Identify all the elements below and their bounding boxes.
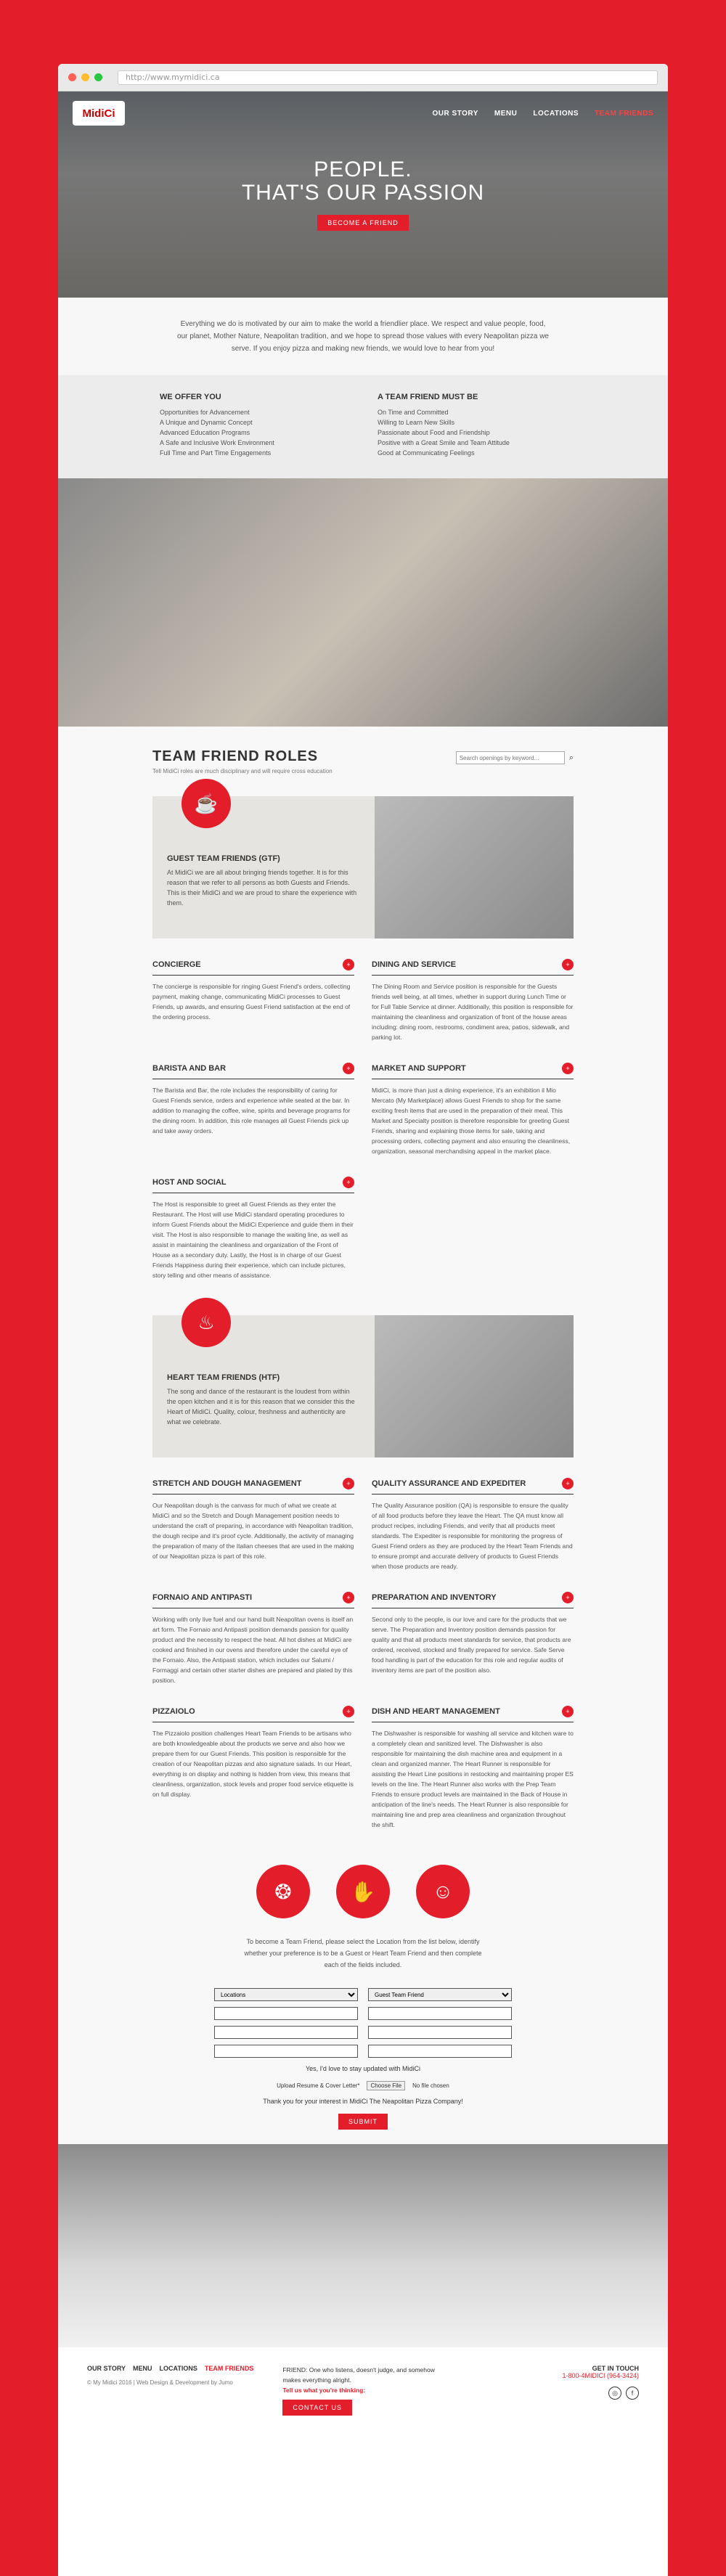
role-title: DISH AND HEART MANAGEMENT xyxy=(372,1707,500,1716)
footer-link-menu[interactable]: MENU xyxy=(133,2365,152,2372)
team-photo xyxy=(58,2144,668,2347)
htf-text: The song and dance of the restaurant is the loudest from within the open kitchen and it is for this reason that we consider this the Heart of MidiCi. Quality, colour, freshness and authenticity are what we celebrate. xyxy=(167,1388,355,1426)
city-field[interactable] xyxy=(368,2045,512,2058)
browser-window xyxy=(58,64,668,2576)
roles-title: TEAM FRIEND ROLES xyxy=(152,748,319,764)
gtf-text: At MidiCi we are all about bringing friends together. It is for this reason that we refer to all persons as both Guests and Friends. This is their MidiCi and we are proud to share the experience with them. xyxy=(167,869,357,907)
role-item xyxy=(372,1055,574,1169)
role-title: PREPARATION AND INVENTORY xyxy=(372,1593,497,1602)
top-nav xyxy=(58,91,668,135)
chef-hat-icon: ♨ xyxy=(182,1298,231,1347)
plus-icon[interactable]: + xyxy=(343,1592,354,1603)
nav-links xyxy=(432,110,653,118)
value-icons xyxy=(152,1865,574,1918)
list-item: On Time and Committed xyxy=(378,409,449,416)
copyright: © My Midici 2016 | Web Design & Development by Jumo xyxy=(87,2379,233,2386)
footer-link-locations[interactable]: LOCATIONS xyxy=(159,2365,197,2372)
email-field[interactable] xyxy=(214,2026,358,2039)
hero-line-2: THAT'S OUR PASSION xyxy=(241,181,485,205)
role-item xyxy=(372,1585,574,1698)
role-title: STRETCH AND DOUGH MANAGEMENT xyxy=(152,1479,302,1488)
contact-us-button[interactable]: CONTACT US xyxy=(282,2400,352,2416)
plus-icon[interactable]: + xyxy=(562,1706,574,1717)
role-item xyxy=(152,1471,354,1585)
maximize-dot-icon[interactable] xyxy=(94,73,102,81)
role-text: The Barista and Bar, the role includes the responsibility of caring for Guest Friends service, orders and experience while seated at the bar. In addition to managing the coffee, wine, spirits and beverage programs for the dining room. In addition, this role manages all Guest Friends pick up and take away orders. xyxy=(152,1087,351,1134)
footer-link-team-friends[interactable]: TEAM FRIENDS xyxy=(204,2365,254,2372)
roles-subtitle: Tell MidiCi roles are much disciplinary and will require cross education xyxy=(152,768,333,774)
thanks-text: Thank you for your interest in MidiCi The Neapolitan Pizza Company! xyxy=(263,2098,463,2105)
tell-us-text: Tell us what you're thinking: xyxy=(282,2387,366,2394)
heart-roles-grid xyxy=(152,1471,574,1843)
gtf-photo xyxy=(375,796,574,939)
file-status: No file chosen xyxy=(412,2082,449,2089)
plus-icon[interactable]: + xyxy=(343,1478,354,1489)
list-item: Advanced Education Programs xyxy=(160,429,250,436)
role-title: DINING AND SERVICE xyxy=(372,960,457,969)
footer-link-our-story[interactable]: OUR STORY xyxy=(87,2365,126,2372)
minimize-dot-icon[interactable] xyxy=(81,73,89,81)
list-item: Opportunities for Advancement xyxy=(160,409,250,416)
location-select[interactable] xyxy=(214,1988,358,2001)
role-text: Second only to the people, is our love and care for the products that we serve. The Preparation and Inventory position demands passion for quality and that all products meet standards for service, that products are ordered, received, stocked and finally prepared for service. Safe Serve food handling is part of the education for this role and regular audits of inventory items are part of the position also. xyxy=(372,1616,571,1674)
list-item: Full Time and Part Time Engagements xyxy=(160,449,272,457)
role-text: The Dining Room and Service position is responsible for the Guests friends well being, at all times, whether in support during Lunch Time or for Full Table Service at dinner. Additionally, this position is responsible for maintaining the cleanliness and organization of front of the house areas including: dining room, restrooms, condiment area, patios, sidewalk, and parking lot. xyxy=(372,983,574,1041)
search-icon[interactable]: ⌕ xyxy=(568,753,574,762)
role-item xyxy=(152,1585,354,1698)
role-item xyxy=(152,1169,354,1293)
become-friend-button[interactable]: BECOME A FRIEND xyxy=(317,215,409,231)
htf-title: HEART TEAM FRIENDS (HTF) xyxy=(167,1373,280,1382)
role-title: CONCIERGE xyxy=(152,960,201,969)
tongue-icon: ☺ xyxy=(416,1865,470,1918)
roles-section xyxy=(58,727,668,2144)
address-field[interactable] xyxy=(214,2045,358,2058)
footer-left xyxy=(87,2365,253,2424)
list-item: Passionate about Food and Friendship xyxy=(378,429,490,436)
friend-definition: FRIEND: One who listens, doesn't judge, and somehow makes everything alright. xyxy=(282,2366,435,2384)
list-item: Positive with a Great Smile and Team Attitude xyxy=(378,439,510,446)
list-item: Good at Communicating Feelings xyxy=(378,449,475,457)
apply-text: To become a Team Friend, please select the Location from the list below, identify whether your preference is to be a Guest or Heart Team Friend and then complete each of the fields included. xyxy=(244,1938,482,1968)
role-text: The Quality Assurance position (QA) is responsible to ensure the quality of all food products before they leave the Heart. The QA must know all product recipes, including Friends, and verify that all products meet standards. The Expediter is responsible for monitoring the progress of Guest Friend orders as they are produced by the Heart Team Friends and to ensure prompt and accurate delivery of products to Guest Friends when those products are ready. xyxy=(372,1502,573,1570)
gtf-title: GUEST TEAM FRIENDS (GTF) xyxy=(167,854,280,863)
role-item xyxy=(372,1698,574,1843)
nav-locations[interactable]: LOCATIONS xyxy=(533,109,579,118)
must-title: A TEAM FRIEND MUST BE xyxy=(378,393,478,401)
page xyxy=(58,91,668,2442)
role-item xyxy=(152,1698,354,1843)
footer xyxy=(58,2347,668,2442)
address-bar[interactable]: http://www.mymidici.ca xyxy=(118,70,658,85)
submit-wrap xyxy=(152,2114,574,2130)
footer-right xyxy=(562,2365,639,2424)
updates-opt-in[interactable]: Yes, I'd love to stay updated with MidiCi xyxy=(306,2065,420,2072)
footer-links xyxy=(87,2365,253,2372)
hero-title xyxy=(242,158,484,205)
nav-team-friends[interactable]: TEAM FRIENDS xyxy=(595,109,653,118)
list-item: Willing to Learn New Skills xyxy=(378,419,455,426)
role-item xyxy=(152,1055,354,1169)
plus-icon[interactable]: + xyxy=(562,1063,574,1074)
role-title: HOST AND SOCIAL xyxy=(152,1178,227,1187)
footer-mid xyxy=(282,2365,442,2424)
role-item xyxy=(372,1471,574,1585)
plus-icon[interactable]: + xyxy=(343,1706,354,1717)
role-text: The Pizzaiolo position challenges Heart Team Friends to be artisans who are both knowledgeable about the products we serve and also how we prepare them for our Guest Friends. This position is responsible for the creation of our Neapolitan pizzas and also signature salads. In our Heart, everything is on display and nothing is hidden from view, this means that cleanliness, organization, stock levels and proper food service etiquette is on full display. xyxy=(152,1730,354,1798)
handshake-icon: ✋ xyxy=(336,1865,390,1918)
pizza-photo xyxy=(58,478,668,727)
instagram-icon[interactable]: ◎ xyxy=(608,2387,621,2400)
role-title: BARISTA AND BAR xyxy=(152,1064,227,1073)
must-column xyxy=(378,393,566,478)
plus-icon[interactable]: + xyxy=(343,1177,354,1188)
role-text: Our Neapolitan dough is the canvass for much of what we create at MidiCi and so the Stretch and Dough Management position needs to understand the craft of preparing, in accordance with Neapolitan tradition, the dough recipe and it's proof cycle. Additionally, the activity of managing the preparation of many of the Italian cheeses that are used in the making of our Neapolitan pizza is part of this role. xyxy=(152,1502,354,1560)
social-icons xyxy=(562,2387,639,2400)
role-search xyxy=(456,751,574,764)
htf-photo xyxy=(375,1315,574,1457)
htf-card xyxy=(152,1311,375,1457)
list-item: A Unique and Dynamic Concept xyxy=(160,419,253,426)
offer-column xyxy=(160,393,348,478)
role-text: Working with only live fuel and our hand built Neapolitan ovens is itself an art form. The Fornaio and Antipasti position demands passion for quality product and the necessity to respect the heat. All hot dishes at MidiCi are cooked and finished in our ovens and therefore under the careful eye of the Fornaio. Also, the Antipasti station, which includes our Salumi / Formaggi and certain other starter dishes are prepared and plated by this position. xyxy=(152,1616,354,1684)
waiter-icon: ☕ xyxy=(182,779,231,828)
offer-section xyxy=(58,375,668,478)
choose-file-button[interactable]: Choose File xyxy=(367,2081,405,2090)
nav-our-story[interactable]: OUR STORY xyxy=(432,109,478,118)
upload-label: Upload Resume & Cover Letter* xyxy=(277,2082,360,2089)
close-dot-icon[interactable] xyxy=(68,73,76,81)
first-name-field[interactable] xyxy=(214,2007,358,2020)
htf-feature xyxy=(152,1311,574,1457)
phone-field[interactable] xyxy=(368,2026,512,2039)
intro-text: Everything we do is motivated by our aim to make the world a friendlier place. We respect and value people, food, our planet, Mother Nature, Neapolitan tradition, and we hope to spread those values with every Neapolitan pizza we serve. If you enjoy pizza and making new friends, we would love to hear from you! xyxy=(58,298,668,375)
role-text: The concierge is responsible for ringing Guest Friend's orders, collecting payment, making change, communicating MidiCi processes to Guest Friends, up awards, and ensuring Guest Friend satisfaction at the end of the ordering process. xyxy=(152,983,351,1021)
role-item xyxy=(152,952,354,1055)
facebook-icon[interactable]: f xyxy=(626,2387,639,2400)
nav-menu[interactable]: MENU xyxy=(494,109,518,118)
role-text: MidiCi, is more than just a dining experience, it's an exhibition il Mio Mercato (My Marketplace) allows Guest Friends to shop for the same exciting fresh items that are used in the preparation of their meal. This Market and Specialty position is therefore responsible for greeting Guest Friends, sharing and explaining those items for sale, taking and processing orders, collecting payment and also ensuring the cleanliness, organization, seasonal merchandising appeal in the market place. xyxy=(372,1087,571,1155)
plus-icon[interactable]: + xyxy=(343,959,354,970)
role-text: The Host is responsible to greet all Guest Friends as they enter the Restaurant. The Host will use MidiCi standard operating procedures to inform Guest Friends about the MidiCi Experience and guide them in their visit. The Host is also responsible to manage the waiting line, as well as assist in maintaining the cleanliness and organization of the Front of House as a secondary duty. Lastly, the Host is in charge of our Guest Friends Happiness during their experience, which can include pictures, story telling and other means of assistance. xyxy=(152,1201,354,1279)
role-text: The Dishwasher is responsible for washing all service and kitchen ware to a completely clean and sanitized level. The Dishwasher is also responsible for maintaining the dish machine area and equipment in a clean and organized manner. The Heart Runner is responsible for assisting the Heart Line positions in restocking and maintaining proper ES levels on the line. The Heart Runner also works with the Prep Team Friends to ensure product levels are maintained in the Back of House in anticipation of the line's needs. The Heart Runner is also responsible for maintaining line and prep area cleanliness and organization throughout the shift. xyxy=(372,1730,574,1828)
role-item xyxy=(372,952,574,1055)
browser-chrome xyxy=(58,64,668,91)
role-title: MARKET AND SUPPORT xyxy=(372,1064,466,1073)
team-select[interactable] xyxy=(368,1988,512,2001)
plus-icon[interactable]: + xyxy=(343,1063,354,1074)
role-title: PIZZAIOLO xyxy=(152,1707,195,1716)
application-form xyxy=(214,1988,512,2058)
plus-icon[interactable]: + xyxy=(562,1592,574,1603)
role-title: FORNAIO AND ANTIPASTI xyxy=(152,1593,253,1602)
plus-icon[interactable]: + xyxy=(562,1478,574,1489)
offer-title: WE OFFER YOU xyxy=(160,393,221,401)
plus-icon[interactable]: + xyxy=(562,959,574,970)
submit-button[interactable]: SUBMIT xyxy=(338,2114,388,2130)
phone-number[interactable]: 1-800-4MIDICI (964-3424) xyxy=(562,2372,639,2379)
guest-roles-grid xyxy=(152,952,574,1293)
gtf-feature xyxy=(152,792,574,939)
search-input[interactable] xyxy=(456,751,565,764)
list-item: A Safe and Inclusive Work Environment xyxy=(160,439,274,446)
role-title: QUALITY ASSURANCE AND EXPEDITER xyxy=(372,1479,526,1488)
get-in-touch-label: GET IN TOUCH xyxy=(592,2365,639,2372)
gtf-card xyxy=(152,792,375,939)
logo[interactable]: MidiCi xyxy=(73,101,125,126)
brain-icon: ❂ xyxy=(256,1865,310,1918)
last-name-field[interactable] xyxy=(368,2007,512,2020)
hero-line-1: PEOPLE. xyxy=(314,158,412,181)
upload-row xyxy=(152,2081,574,2090)
